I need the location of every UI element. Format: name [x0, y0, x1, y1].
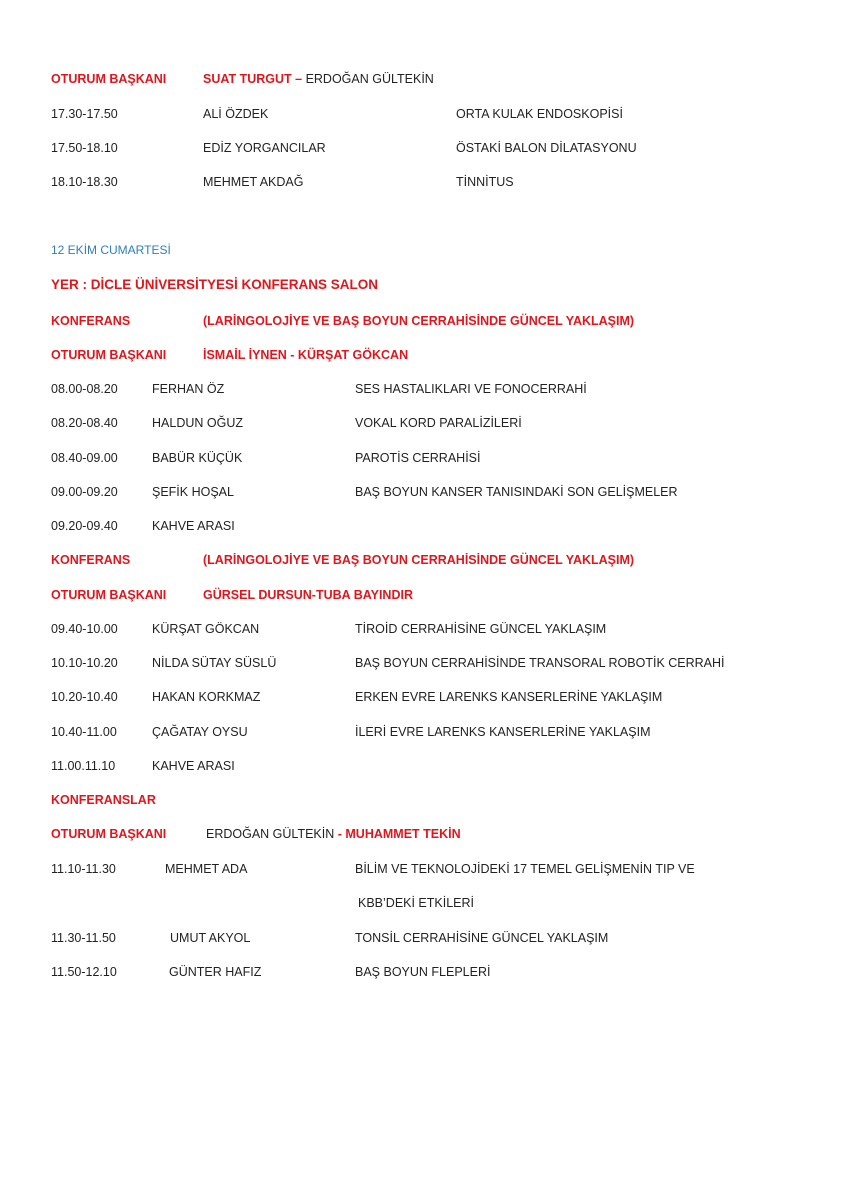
session4-row-topic: BİLİM VE TEKNOLOJİDEKİ 17 TEMEL GELİŞMENİN TIP VE — [355, 862, 695, 876]
session4-row-topic: BAŞ BOYUN FLEPLERİ — [355, 965, 491, 979]
session3-row-speaker: KÜRŞAT GÖKCAN — [152, 622, 260, 636]
session1-row-time: 18.10-18.30 — [51, 175, 118, 189]
session4-chair-label: OTURUM BAŞKANI — [51, 827, 167, 841]
session1-row-topic: ÖSTAKİ BALON DİLATASYONU — [456, 141, 637, 155]
session2-row-topic: VOKAL KORD PARALİZİLERİ — [355, 416, 522, 430]
session4-row-time: 11.10-11.30 — [51, 862, 116, 876]
session3-row-topic: TİROİD CERRAHİSİNE GÜNCEL YAKLAŞIM — [355, 622, 607, 636]
session2-row-speaker: KAHVE ARASI — [152, 519, 235, 533]
session2-row-time: 09.00-09.20 — [51, 485, 118, 499]
session4-chair-names — [206, 826, 461, 842]
venue-title: YER : DİCLE ÜNİVERSİTYESİ KONFERANS SALON — [51, 277, 379, 292]
session4-row-time: 11.50-12.10 — [51, 965, 117, 979]
session2-row-time: 08.40-09.00 — [51, 451, 118, 465]
session1-chair-black: ERDOĞAN GÜLTEKİN — [305, 72, 434, 86]
session1-chair-red: SUAT TURGUT – — [203, 72, 303, 86]
session2-row-speaker: ŞEFİK HOŞAL — [152, 485, 234, 499]
session3-row-time: 10.20-10.40 — [51, 690, 118, 704]
session2-row-topic: PAROTİS CERRAHİSİ — [355, 451, 481, 465]
session2-chair-label: OTURUM BAŞKANI — [51, 348, 167, 362]
session3-row-topic: İLERİ EVRE LARENKS KANSERLERİNE YAKLAŞIM — [355, 725, 651, 739]
session2-row-speaker: FERHAN ÖZ — [152, 382, 225, 396]
session3-row-speaker: ÇAĞATAY OYSU — [152, 725, 248, 739]
session3-chair-label: OTURUM BAŞKANI — [51, 588, 167, 602]
session2-conf-label: KONFERANS — [51, 314, 131, 328]
session2-conf-title: (LARİNGOLOJİYE VE BAŞ BOYUN CERRAHİSİNDE GÜNCEL YAKLAŞIM) — [203, 314, 635, 328]
session1-row-speaker: MEHMET AKDAĞ — [203, 175, 304, 189]
session1-row-speaker: ALİ ÖZDEK — [203, 107, 269, 121]
session3-row-time: 10.10-10.20 — [51, 656, 118, 670]
session4-row-speaker: MEHMET ADA — [165, 862, 248, 876]
session3-row-speaker: HAKAN KORKMAZ — [152, 690, 261, 704]
session3-row-speaker: NİLDA SÜTAY SÜSLÜ — [152, 656, 277, 670]
session3-row-speaker: KAHVE ARASI — [152, 759, 235, 773]
session4-chair-red: - MUHAMMET TEKİN — [337, 827, 461, 841]
session2-row-speaker: HALDUN OĞUZ — [152, 416, 243, 430]
day-header: 12 EKİM CUMARTESİ — [51, 243, 171, 257]
session2-row-time: 09.20-09.40 — [51, 519, 118, 533]
session1-row-topic: ORTA KULAK ENDOSKOPİSİ — [456, 107, 623, 121]
session3-row-topic: BAŞ BOYUN CERRAHİSİNDE TRANSORAL ROBOTİK CERRAHİ — [355, 656, 725, 670]
session3-conf-title: (LARİNGOLOJİYE VE BAŞ BOYUN CERRAHİSİNDE GÜNCEL YAKLAŞIM) — [203, 553, 635, 567]
session4-chair-black: ERDOĞAN GÜLTEKİN — [206, 827, 335, 841]
session2-row-topic: SES HASTALIKLARI VE FONOCERRAHİ — [355, 382, 587, 396]
session1-chair-label: OTURUM BAŞKANI — [51, 72, 167, 86]
session2-chair-names: İSMAİL İYNEN - KÜRŞAT GÖKCAN — [203, 348, 409, 362]
session3-row-time: 10.40-11.00 — [51, 725, 117, 739]
session4-row-topic: TONSİL CERRAHİSİNE GÜNCEL YAKLAŞIM — [355, 931, 609, 945]
session4-row-speaker: UMUT AKYOL — [170, 931, 251, 945]
session1-row-topic: TİNNİTUS — [456, 175, 514, 189]
session4-row-topic-continued: KBB’DEKİ ETKİLERİ — [358, 896, 475, 910]
session2-row-speaker: BABÜR KÜÇÜK — [152, 451, 243, 465]
session2-row-time: 08.20-08.40 — [51, 416, 118, 430]
session3-row-time: 11.00.11.10 — [51, 759, 116, 773]
session4-conf-label: KONFERANSLAR — [51, 793, 156, 807]
session4-row-time: 11.30-11.50 — [51, 931, 116, 945]
session1-row-speaker: EDİZ YORGANCILAR — [203, 141, 326, 155]
session1-row-time: 17.50-18.10 — [51, 141, 118, 155]
session3-row-topic: ERKEN EVRE LARENKS KANSERLERİNE YAKLAŞIM — [355, 690, 663, 704]
session1-row-time: 17.30-17.50 — [51, 107, 118, 121]
session3-chair-names: GÜRSEL DURSUN-TUBA BAYINDIR — [203, 588, 413, 602]
session3-row-time: 09.40-10.00 — [51, 622, 118, 636]
session2-row-topic: BAŞ BOYUN KANSER TANISINDAKİ SON GELİŞMELER — [355, 485, 678, 499]
session2-row-time: 08.00-08.20 — [51, 382, 118, 396]
session3-conf-label: KONFERANS — [51, 553, 131, 567]
session4-row-speaker: GÜNTER HAFIZ — [169, 965, 262, 979]
session1-chair-names — [203, 71, 434, 87]
